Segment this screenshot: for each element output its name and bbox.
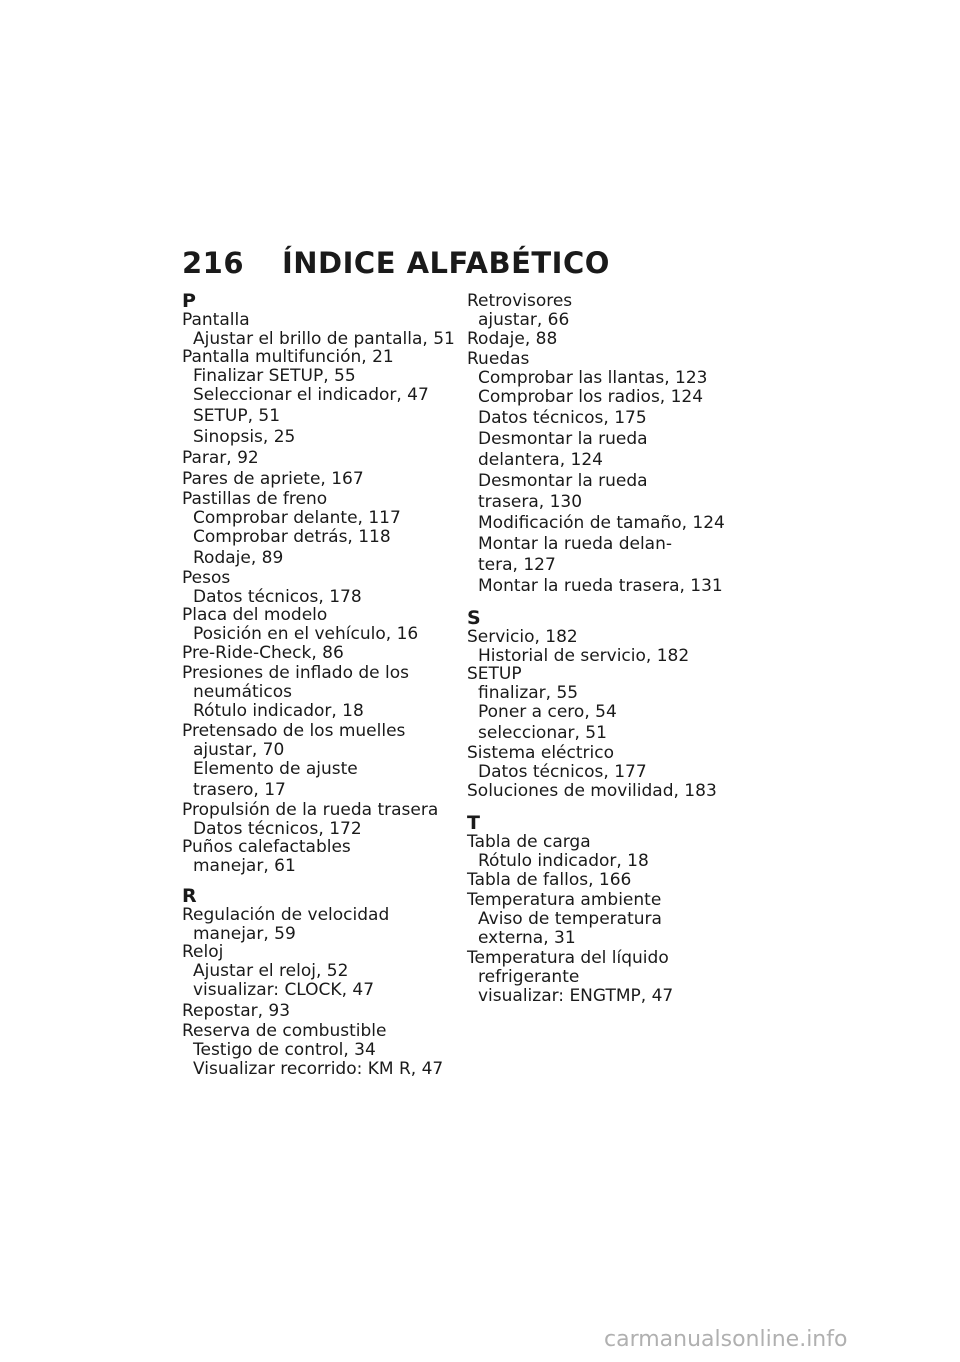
index-subentry: Ajustar el brillo de pantalla, 51 [193,329,455,349]
index-subentry: trasera, 130 [478,492,583,512]
index-entry: Retrovisores [467,291,573,311]
watermark: carmanualsonline.info [604,1327,848,1352]
index-subentry: SETUP, 51 [193,406,281,426]
index-entry: Servicio, 182 [467,627,578,647]
index-subentry: Modificación de tamaño, 124 [478,513,725,533]
index-letter-heading: S [467,607,481,629]
index-entry: SETUP [467,664,522,684]
index-subentry: Testigo de control, 34 [193,1040,376,1060]
index-subentry: manejar, 61 [193,856,296,876]
index-entry: Sistema eléctrico [467,743,614,763]
index-column-left [182,292,462,1080]
index-subentry: delantera, 124 [478,450,603,470]
index-subentry: Finalizar SETUP, 55 [193,366,356,386]
page-number: 216 [182,246,245,280]
index-subentry: Datos técnicos, 172 [193,819,362,839]
index-subentry: Aviso de temperatura [478,909,662,929]
index-subentry: Poner a cero, 54 [478,702,617,722]
index-entry: Pantalla [182,310,250,330]
index-subentry: Posición en el vehículo, 16 [193,624,419,644]
index-entry: Pantalla multifunción, 21 [182,347,394,367]
index-column-right [467,292,747,1007]
index-letter-heading: T [467,812,480,834]
index-subentry: Rótulo indicador, 18 [193,701,364,721]
index-entry: Parar, 92 [182,448,259,468]
index-entry: Pre-Ride-Check, 86 [182,643,344,663]
index-subentry: finalizar, 55 [478,683,579,703]
index-subentry: Montar la rueda delan- [478,534,672,554]
index-subentry: tera, 127 [478,555,556,575]
index-letter-heading: R [182,885,197,907]
index-subentry: externa, 31 [478,928,576,948]
index-subentry: ajustar, 66 [478,310,570,330]
index-subentry: Visualizar recorrido: KM R, 47 [193,1059,444,1079]
index-entry: Reserva de combustible [182,1021,387,1041]
index-entry: Tabla de fallos, 166 [467,870,632,890]
index-letter-heading: P [182,290,196,312]
index-subentry: Historial de servicio, 182 [478,646,690,666]
index-subentry: Comprobar delante, 117 [193,508,401,528]
index-subentry: ajustar, 70 [193,740,285,760]
index-entry: Presiones de inflado de los [182,663,410,683]
index-subentry: Comprobar las llantas, 123 [478,368,708,388]
index-entry: Temperatura del líquido [467,948,669,968]
index-entry: Soluciones de movilidad, 183 [467,781,717,801]
index-subentry: Desmontar la rueda [478,429,648,449]
index-subentry: neumáticos [193,682,292,702]
index-entry: Rodaje, 88 [467,329,558,349]
index-subentry: Datos técnicos, 175 [478,408,647,428]
index-subentry: Montar la rueda trasera, 131 [478,576,723,596]
index-entry: Pastillas de freno [182,489,328,509]
page-title: ÍNDICE ALFABÉTICO [282,246,610,280]
index-subentry: Ajustar el reloj, 52 [193,961,349,981]
index-entry: Puños calefactables [182,837,351,857]
index-subentry: visualizar: CLOCK, 47 [193,980,375,1000]
index-subentry: Desmontar la rueda [478,471,648,491]
index-subentry: Sinopsis, 25 [193,427,296,447]
index-subentry: Rodaje, 89 [193,548,284,568]
index-entry: Regulación de velocidad [182,905,390,925]
index-entry: Propulsión de la rueda trasera [182,800,439,820]
index-entry: Tabla de carga [467,832,591,852]
index-subentry: visualizar: ENGTMP, 47 [478,986,674,1006]
index-entry: Pesos [182,568,231,588]
index-entry: Reloj [182,942,224,962]
index-entry: Placa del modelo [182,605,328,625]
index-subentry: Comprobar detrás, 118 [193,527,391,547]
index-entry: Temperatura ambiente [467,890,662,910]
index-subentry: Seleccionar el indicador, 47 [193,385,429,405]
index-subentry: Datos técnicos, 178 [193,587,362,607]
index-entry: Pares de apriete, 167 [182,469,364,489]
index-subentry: refrigerante [478,967,580,987]
index-subentry: trasero, 17 [193,780,286,800]
index-subentry: seleccionar, 51 [478,723,607,743]
index-subentry: manejar, 59 [193,924,296,944]
index-entry: Repostar, 93 [182,1001,291,1021]
index-subentry: Rótulo indicador, 18 [478,851,649,871]
index-entry: Pretensado de los muelles [182,721,406,741]
index-subentry: Comprobar los radios, 124 [478,387,704,407]
index-subentry: Elemento de ajuste [193,759,358,779]
index-entry: Ruedas [467,349,530,369]
index-subentry: Datos técnicos, 177 [478,762,647,782]
page-header [182,246,610,280]
